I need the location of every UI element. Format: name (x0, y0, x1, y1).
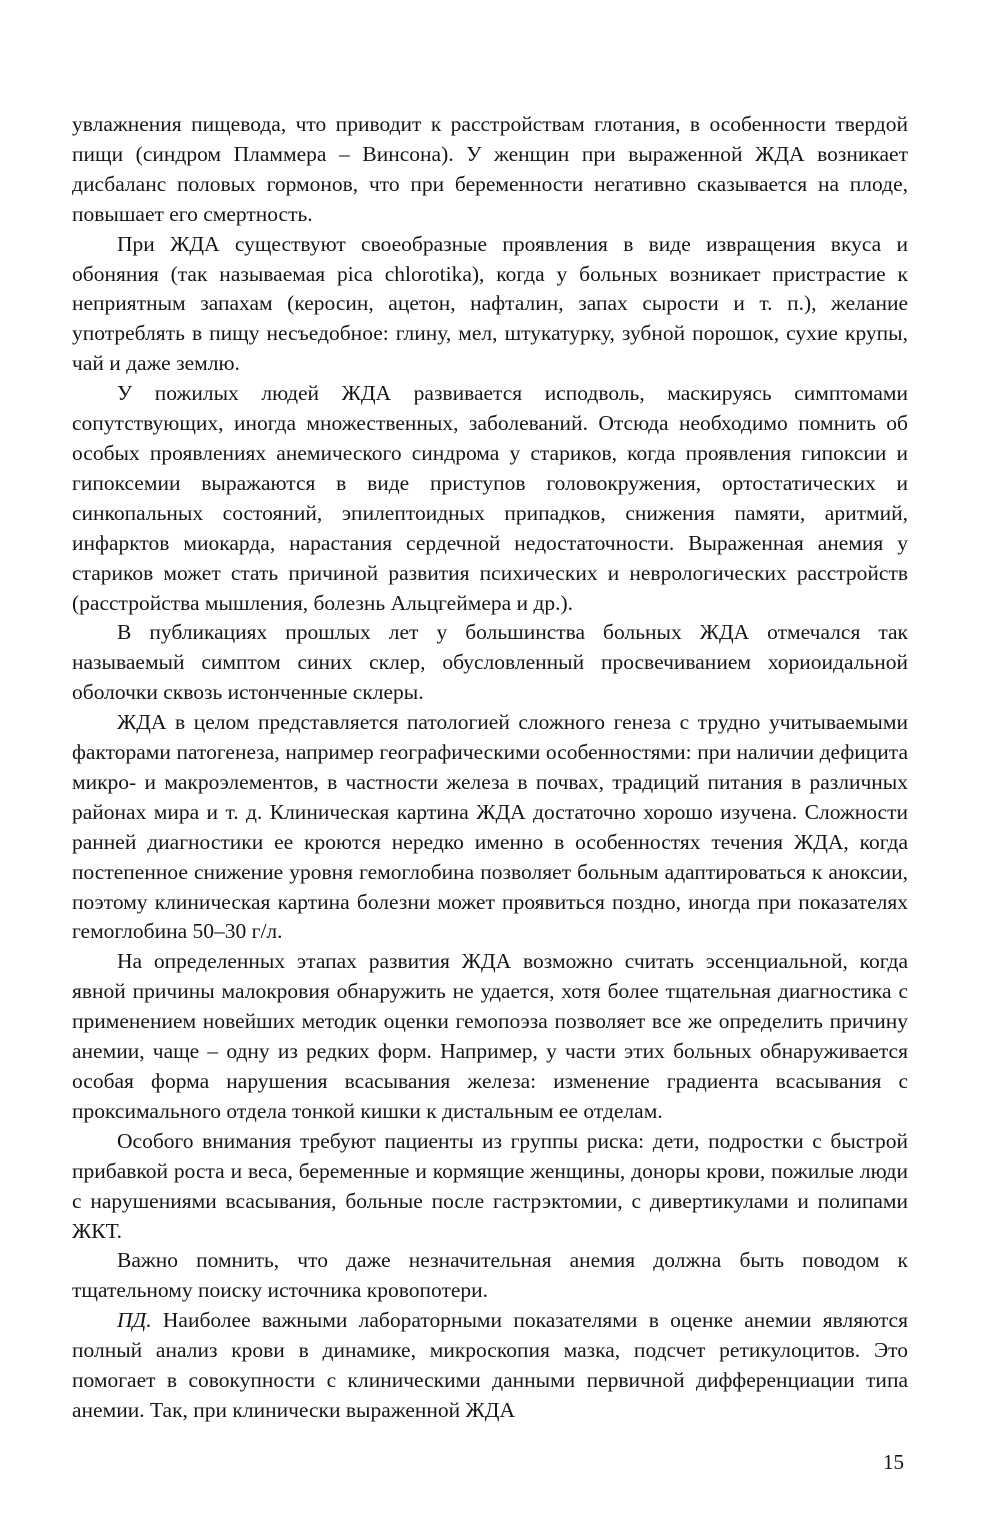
paragraph-risk-group: Особого внимания требуют пациенты из группы риска: дети, подростки с быстрой прибавкой роста и веса, беременные и кормящие женщины, доноры крови, пожилые люди с нарушениями всасывания, больные после гастрэктомии, с дивертикулами и полипами ЖКТ. (72, 1128, 908, 1243)
page-number: 15 (883, 1450, 904, 1474)
diagnostics-text: Наиболее важными лабораторными показателями в оценке анемии являются полный анализ крови в динамике, микроскопия мазка, подсчет ретикулоцитов. Это помогает в совокупности с клиническими данными первичной дифференциации типа анемии. Так, при клинически выраженной ЖДА (72, 1308, 908, 1422)
diagnostics-label: ПД. (117, 1308, 152, 1333)
paragraph-blue-sclera: В публикациях прошлых лет у большинства больных ЖДА отмечался так называемый симптом синих склер, обусловленный просвечиванием хориоидальной оболочки сквозь истонченные склеры. (72, 620, 908, 705)
paragraph-continuation: увлажнения пищевода, что приводит к расстройствам глотания, в особенности твердой пищи (синдром Пламмера – Винсона). У женщин при выраженной ЖДА возникает дисбаланс половых гормонов, что при беременности негативно сказывается на плоде, повышает его смертность. (72, 112, 908, 226)
paragraph-pica: При ЖДА существуют своеобразные проявления в виде извращения вкуса и обоняния (так называемая pica chlorotika), когда у больных возникает пристрастие к неприятным запахам (керосин, ацетон, нафталин, запах сырости и т. п.), желание употреблять в пищу несъедобное: глину, мел, штукатурку, зубной порошок, сухие крупы, чай и даже землю. (72, 231, 908, 376)
body-text (72, 110, 908, 1426)
paragraph-genesis: ЖДА в целом представляется патологией сложного генеза с трудно учитываемыми факторами патогенеза, например географическими особенностями: при наличии дефицита микро- и макроэлементов, в частности железа в почвах, традиций питания в различных районах мира и т. д. Клиническая картина ЖДА достаточно хорошо изучена. Сложности ранней диагностики ее кроются нередко именно в особенностях течения ЖДА, когда постепенное снижение уровня гемоглобина позволяет больным адаптироваться к аноксии, поэтому клиническая картина болезни может проявиться поздно, иногда при показателях гемоглобина 50–30 г/л. (72, 710, 908, 944)
paragraph-elderly: У пожилых людей ЖДА развивается исподволь, маскируясь симптомами сопутствующих, иногда множественных, заболеваний. Отсюда необходимо помнить об особых проявлениях анемического синдрома у стариков, когда проявления гипоксии и гипоксемии выражаются в виде приступов головокружения, ортостатических и синкопальных состояний, эпилептоидных припадков, снижения памяти, аритмий, инфарктов миокарда, нарастания сердечной недостаточности. Выраженная анемия у стариков может стать причиной развития психических и неврологических расстройств (расстройства мышления, болезнь Альцгеймера и др.). (72, 381, 908, 615)
paragraph-blood-loss: Важно помнить, что даже незначительная анемия должна быть поводом к тщательному поиску источника кровопотери. (72, 1248, 908, 1303)
paragraph-diagnostics (72, 1306, 908, 1426)
paragraph-essential: На определенных этапах развития ЖДА возможно считать эссенциальной, когда явной причины малокровия обнаружить не удается, хотя более тщательная диагностика с применением новейших методик оценки гемопоэза позволяет все же определить причину анемии, чаще – одну из редких форм. Например, у части этих больных обнаруживается особая форма нарушения всасывания железа: изменение градиента всасывания с проксимального отдела тонкой кишки к дистальным ее отделам. (72, 949, 908, 1123)
